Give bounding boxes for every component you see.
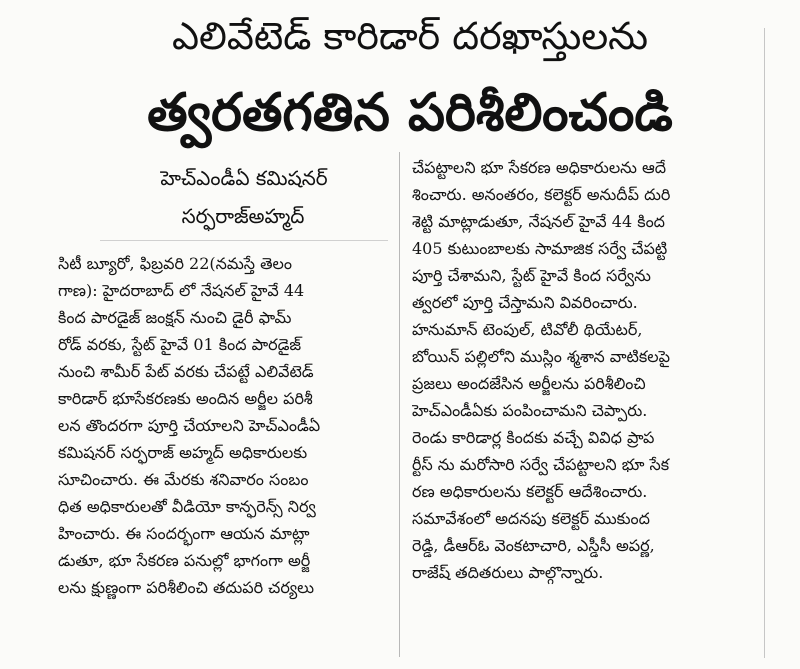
- column-divider: [399, 152, 400, 657]
- text-line: ధిత అధికారులతో వీడియో కాన్ఫరెన్స్ నిర్వ: [58, 497, 316, 516]
- text-line: సమావేశంలో అదనపు కలెక్టర్ ముకుంద: [412, 509, 650, 528]
- text-line: కమిషనర్ సర్ఫరాజ్ అహ్మద్ అధికారులకు: [58, 443, 308, 462]
- text-line: త్వరలో పూర్తి చేస్తామని వివరించారు.: [412, 293, 638, 312]
- text-line: శించారు. అనంతరం, కలెక్టర్ అనుదీప్ దురి: [412, 185, 671, 204]
- left-column: [58, 250, 388, 601]
- text-line: డుతూ, భూ సేకరణ పనుల్లో భాగంగా అర్జీ: [58, 551, 311, 570]
- text-line: కారిడార్ భూసేకరణకు అందిన అర్జీల పరిశీ: [58, 389, 313, 408]
- text-line: చేపట్టాలని భూ సేకరణ అధికారులను ఆదే: [412, 158, 667, 177]
- text-line: లన తొందరగా పూర్తి చేయాలని హెచ్ఎండీఏ: [58, 416, 321, 435]
- text-line: రణ అధికారులను కలెక్టర్ ఆదేశించారు.: [412, 482, 648, 501]
- text-line: రాజేష్ తదితరులు పాల్గొన్నారు.: [412, 563, 604, 582]
- text-line: రోడ్ వరకు, స్టేట్ హైవే 01 కింద పారడైజ్: [58, 335, 302, 354]
- text-line: 405 కుటుంబాలకు సామాజిక సర్వే చేపట్టి: [412, 239, 668, 258]
- right-column: [412, 154, 750, 586]
- text-line: రెడ్డి, డీఆర్ఓ వెంకటాచారి, ఎస్డీసీ అపర్ణ,: [412, 536, 655, 555]
- byline-name: సర్ఫరాజ్అహ్మద్: [181, 204, 305, 228]
- text-line: సిటీ బ్యూరో, ఫిబ్రవరి 22(నమస్తే తెలం: [58, 254, 293, 273]
- text-line: హించారు. ఈ సందర్భంగా ఆయన మాట్లా: [58, 524, 310, 543]
- text-line: హనుమాన్ టెంపుల్, టివోలీ థియేటర్,: [412, 320, 643, 339]
- text-line: గాణ): హైదరాబాద్ లో నేషనల్ హైవే 44: [58, 281, 305, 300]
- byline-title: హెచ్ఎండీఏ కమిషనర్: [160, 166, 328, 190]
- text-line: ర్టీస్ ను మరోసారి సర్వే చేపట్టాలని భూ సేక: [412, 455, 670, 474]
- text-line: హెచ్ఎండీఏకు పంపించామని చెప్పారు.: [412, 401, 648, 420]
- text-line: బోయిన్ పల్లిలోని ముస్లిం శ్మశాన వాటికలపై: [412, 347, 670, 366]
- page-edge-divider: [764, 28, 765, 658]
- text-line: రెండు కారిడార్ల కిందకు వచ్చే వివిధ ప్రాప: [412, 428, 655, 447]
- text-line: కింద పారడైజ్ జంక్షన్ నుంచి డైరీ ఫామ్: [58, 308, 292, 327]
- text-line: ప్రజలు అందజేసిన అర్జీలను పరిశీలించి: [412, 374, 646, 393]
- headline-line-2: త్వరతగతిన పరిశీలించండి: [147, 83, 673, 143]
- text-line: పూర్తి చేశామని, స్టేట్ హైవే కింద సర్వేను: [412, 266, 651, 285]
- text-line: నుంచి శామీర్ పేట్ వరకు చేపట్టే ఎలివేటెడ్: [58, 362, 314, 381]
- headline-line-1: ఎలివేటెడ్ కారిడార్ దరఖాస్తులను: [172, 14, 648, 58]
- text-line: సూచించారు. ఈ మేరకు శనివారం సంబం: [58, 470, 309, 489]
- text-line: లను క్షుణ్ణంగా పరిశీలించి తదుపరి చర్యలు: [58, 578, 315, 597]
- text-line: శెట్టి మాట్లాడుతూ, నేషనల్ హైవే 44 కింద: [412, 212, 665, 231]
